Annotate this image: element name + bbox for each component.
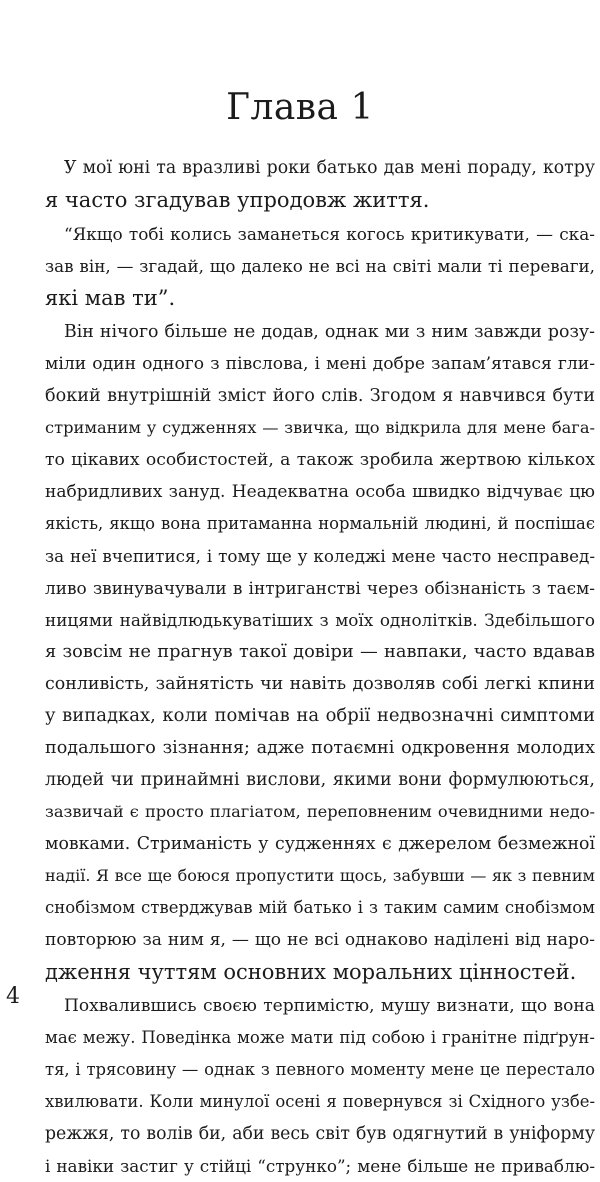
text-line: міли один одного з півслова, і мені добре запам’ятався гли- [45,354,595,374]
text-line: стриманим у судженнях — звичка, що відкрила для мене бага- [45,418,595,437]
text-line: Похвалившись своєю терпимістю, мушу визнати, що вона [64,996,595,1016]
text-line: сонливість, зайнятість чи навіть дозволяв собі легкі кпини [45,674,595,694]
text-line: бокий внутрішній зміст його слів. Згодом я навчився бути [45,386,595,406]
text-line: ливо звинувачували в інтриганстві через обізнаність з таєм- [45,578,595,598]
text-line: які мав ти”. [45,286,176,310]
text-line: У мої юні та вразливі роки батько дав мені пораду, котру [64,158,595,178]
text-line: Він нічого більше не додав, однак ми з ним завжди розу- [64,322,595,342]
text-line: людей чи принаймні вислови, якими вони формулюються, [45,770,595,790]
text-line: набридливих зануд. Неадекватна особа швидко відчуває цю [45,482,595,502]
text-line: я часто згадував упродовж життя. [45,188,430,212]
text-line: хвилювати. Коли минулої осені я повернувся зі Східного узбе- [45,1092,595,1111]
text-line: снобізмом стверджував мій батько і з таким самим снобізмом [45,898,595,917]
text-line: зав він, — згадай, що далеко не всі на світі мали ті переваги, [45,256,595,276]
text-line: я зовсім не прагнув такої довіри — навпаки, часто вдавав [45,642,595,662]
text-line: ницями найвідлюдькуватіших з моїх однолітків. Здебільшого [45,610,595,630]
page-number: 4 [6,984,20,1009]
text-line: тя, і трясовину — однак з певного моменту мене це перестало [45,1060,595,1079]
text-line: надії. Я все ще боюся пропустити щось, забувши — як з певним [45,866,595,885]
text-line: якість, якщо вона притаманна нормальній людині, й поспішає [45,514,595,533]
text-line: у випадках, коли помічав на обрії недвозначні симптоми [45,705,595,726]
text-line: зазвичай є просто плагіатом, переповненим очевидними недо- [45,802,595,821]
text-line: “Якщо тобі колись заманеться когось критикувати, — ска- [64,224,595,244]
body-text [45,152,595,1182]
text-line: і навіки застиг у стійці “струнко”; мене більше не приваблю- [45,1156,595,1176]
text-line: то цікавих особистостей, а також зробила жертвою кількох [45,450,595,470]
text-line: повторюю за ним я, — що не всі однаково наділені від наро- [45,930,595,950]
text-line: дження чуттям основних моральних цінностей. [45,960,577,984]
text-line: мовками. Стриманість у судженнях є джерелом безмежної [45,834,595,854]
text-line: має межу. Поведінка може мати під собою і гранітне підґрун- [45,1028,595,1047]
text-line: за неї вчепитися, і тому ще у коледжі мене часто несправед- [45,546,595,566]
text-line: подальшого зізнання; адже потаємні одкровення молодих [45,738,595,758]
text-line: режжя, то волів би, аби весь світ був одягнутий в уніформу [45,1124,595,1144]
chapter-title: Глава 1 [226,87,374,128]
